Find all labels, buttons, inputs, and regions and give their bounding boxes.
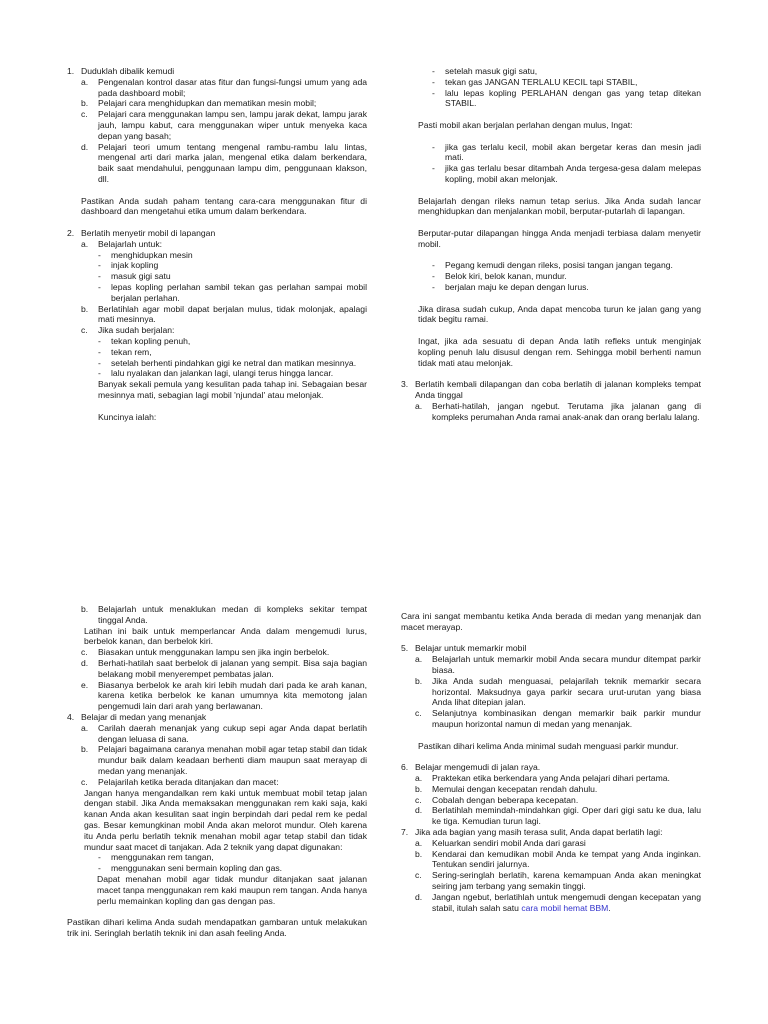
item-marker: - bbox=[98, 260, 101, 271]
item-marker: 3. bbox=[401, 379, 409, 390]
item-text: tekan rem, bbox=[111, 346, 152, 357]
item-marker: d. bbox=[415, 891, 423, 902]
item-text: tekan gas JANGAN TERLALU KECIL tapi STABIL, bbox=[445, 76, 638, 87]
lettered-item bbox=[81, 777, 367, 788]
spacer bbox=[67, 401, 367, 412]
item-marker: - bbox=[98, 249, 101, 260]
item-marker: 4. bbox=[67, 711, 75, 722]
item-marker: a. bbox=[415, 772, 423, 783]
spacer bbox=[401, 109, 701, 120]
item-text: Jika ada bagian yang masih terasa sulit, Anda dapat berlatih lagi: bbox=[415, 826, 663, 837]
lettered-item bbox=[81, 647, 367, 658]
item-text: Belajar untuk memarkir mobil bbox=[415, 643, 527, 654]
numbered-item bbox=[401, 827, 701, 838]
item-text: Berlatihlah agar mobil dapat berjalan mulus, tidak molonjak, apalagi mati mesinnya. bbox=[98, 303, 367, 325]
item-marker: a. bbox=[415, 400, 423, 411]
item-marker: b. bbox=[415, 783, 423, 794]
item-marker: b. bbox=[81, 98, 89, 109]
item-text: tekan kopling penuh, bbox=[111, 335, 191, 346]
lettered-item bbox=[81, 680, 367, 712]
lettered-item bbox=[415, 654, 701, 676]
paragraph: Cara ini sangat membantu ketika Anda berada di medan yang menanjak dan macet merayap. bbox=[401, 611, 701, 632]
item-text: Berlatih kembali dilapangan dan coba berlatih di jalanan kompleks tempat Anda tinggal bbox=[415, 379, 701, 400]
item-text: masuk gigi satu bbox=[111, 271, 171, 282]
item-text: berjalan maju ke depan dengan lurus. bbox=[445, 281, 589, 292]
item-marker: 7. bbox=[401, 826, 409, 837]
bullet-item bbox=[432, 163, 701, 185]
item-marker: - bbox=[432, 141, 435, 152]
item-text: Carilah daerah menanjak yang cukup sepi agar Anda dapat berlatih dengan leluasa di sana. bbox=[98, 722, 367, 744]
item-marker: - bbox=[98, 368, 101, 379]
bullet-item bbox=[98, 368, 367, 379]
lettered-item bbox=[81, 239, 367, 250]
item-marker: a. bbox=[415, 654, 423, 665]
item-marker: - bbox=[98, 335, 101, 346]
item-marker: - bbox=[432, 281, 435, 292]
item-marker: - bbox=[432, 271, 435, 282]
spacer bbox=[67, 185, 367, 196]
paragraph: Pastikan dihari kelima Anda sudah mendapatkan gambaran untuk melakukan trik ini. Seringlah berlatih teknik ini dan asah feeling Anda. bbox=[67, 917, 367, 938]
bullet-item bbox=[98, 271, 367, 282]
paragraph: Dapat menahan mobil agar tidak mundur ditanjakan saat jalanan macet tanpa menggunakan rem kaki maupun rem tangan. Anda hanya perlu memainkan kopling dan gas dengan pas. bbox=[97, 873, 367, 906]
lettered-item bbox=[81, 77, 367, 99]
item-marker: e. bbox=[81, 679, 89, 690]
item-marker: - bbox=[98, 863, 101, 874]
item-marker: d. bbox=[415, 805, 423, 816]
bullet-item bbox=[98, 852, 367, 863]
item-text: Biasanya berbelok ke arah kiri lebih mudah dari pada ke arah kanan, karena ketika berbelok ke kanan umumnya kita memotong jalan pengemudi lain dari arah yang berlawanan. bbox=[98, 679, 367, 712]
item-marker: b. bbox=[81, 604, 89, 614]
item-marker: a. bbox=[81, 722, 89, 733]
bullet-item bbox=[98, 863, 367, 874]
item-marker: a. bbox=[415, 837, 423, 848]
item-marker: - bbox=[98, 852, 101, 863]
item-text: Praktekan etika berkendara yang Anda pelajari dihari pertama. bbox=[432, 772, 670, 783]
bullet-item bbox=[432, 260, 701, 271]
item-text: Memulai dengan kecepatan rendah dahulu. bbox=[432, 783, 598, 794]
bullet-item bbox=[432, 282, 701, 293]
item-text: Jika Anda sudah menguasai, pelajarilah teknik memarkir secara horizontal. Maksudnya gaya parkir secara urut-urutan yang biasa Anda lihat ditepian jalan. bbox=[432, 675, 701, 708]
item-text: Belajar mengemudi di jalan raya. bbox=[415, 762, 541, 773]
item-text: Berlatihlah memindah-mindahkan gigi. Oper dari gigi satu ke dua, lalu ke tiga. Kemudian turun lagi. bbox=[432, 805, 701, 827]
lettered-item bbox=[415, 784, 701, 795]
item-text: Belajarlah untuk: bbox=[98, 238, 163, 249]
bullet-item bbox=[98, 282, 367, 304]
item-marker: c. bbox=[81, 776, 88, 787]
item-marker: a. bbox=[81, 238, 89, 249]
item-text: Berhati-hatilah, jangan ngebut. Terutama jika jalanan gang di kompleks perumahan Anda ramai anak-anak dan orang berlalu lalang. bbox=[432, 400, 701, 422]
bullet-item bbox=[432, 271, 701, 282]
item-text: menghidupkan mesin bbox=[111, 249, 193, 260]
item-marker: c. bbox=[81, 325, 88, 336]
item-marker: - bbox=[432, 87, 435, 98]
item-marker: - bbox=[98, 346, 101, 357]
item-text: Biasakan untuk menggunakan lampu sen jika ingin berbelok. bbox=[98, 647, 330, 658]
lettered-item bbox=[415, 773, 701, 784]
spacer bbox=[67, 906, 367, 917]
bullet-item bbox=[432, 142, 701, 164]
numbered-item bbox=[67, 228, 367, 239]
item-marker: 6. bbox=[401, 762, 409, 773]
item-marker: a. bbox=[81, 76, 89, 87]
spacer bbox=[401, 368, 701, 379]
item-text: Cobalah dengan beberapa kecepatan. bbox=[432, 794, 579, 805]
paragraph: Kuncinya ialah: bbox=[98, 411, 157, 422]
paragraph: Ingat, jika ada sesuatu di depan Anda latih refleks untuk menginjak kopling penuh lalu disusul dengan rem. Sehingga mobil berhenti namun tidak mati atau melonjak. bbox=[418, 335, 701, 368]
bullet-item bbox=[98, 358, 367, 369]
item-text: jika gas terlalu kecil, mobil akan bergetar keras dan mesin jadi mati. bbox=[445, 141, 701, 163]
item-text: Belajar di medan yang menanjak bbox=[81, 711, 207, 722]
bullet-item bbox=[432, 88, 701, 110]
item-text: injak kopling bbox=[111, 260, 159, 271]
item-text: setelah berhenti pindahkan gigi ke netral dan matikan mesinnya. bbox=[111, 357, 357, 368]
numbered-item bbox=[401, 643, 701, 654]
item-text: lalu lepas kopling PERLAHAN dengan gas yang tetap ditekan STABIL. bbox=[445, 87, 701, 109]
item-text: Selanjutnya kombinasikan dengan memarkir baik parkir mundur maupun horizontal namun di medan yang menanjak. bbox=[432, 708, 701, 729]
item-marker: - bbox=[98, 357, 101, 368]
paragraph: Pasti mobil akan berjalan perlahan dengan mulus, Ingat: bbox=[418, 119, 633, 130]
quadrant-bottom-left bbox=[67, 604, 367, 939]
item-marker: c. bbox=[415, 870, 422, 881]
lettered-item bbox=[415, 708, 701, 730]
item-marker: d. bbox=[81, 141, 89, 152]
bullet-item bbox=[98, 260, 367, 271]
item-text: Pelajari cara menggunakan lampu sen, lampu jarak dekat, lampu jarak jauh, lampu kabut, cara menggunakan wiper untuk menyeka kaca depan yang basah; bbox=[98, 109, 367, 141]
lettered-item bbox=[81, 744, 367, 776]
lettered-item bbox=[81, 604, 367, 626]
bullet-item bbox=[98, 336, 367, 347]
lettered-item bbox=[81, 304, 367, 326]
paragraph: Banyak sekali pemula yang kesulitan pada tahap ini. Sebagaian besar mesinnya mati, sebagian lagi mobil 'njundal' atau melonjak. bbox=[98, 379, 367, 400]
item-marker: - bbox=[98, 281, 101, 292]
item-text: lepas kopling perlahan sambil tekan gas perlahan sampai mobil berjalan perlahan. bbox=[111, 281, 367, 303]
item-text: Pegang kemudi dengan rileks, posisi tangan jangan tegang. bbox=[445, 260, 673, 271]
numbered-item bbox=[401, 762, 701, 773]
item-text: Berhati-hatilah saat berbelok di jalanan yang sempit. Bisa saja bagian belakang mobil menyerempet pembatas jalan. bbox=[98, 657, 367, 679]
item-marker: b. bbox=[415, 848, 423, 859]
lettered-item bbox=[81, 723, 367, 745]
item-marker: - bbox=[432, 163, 435, 174]
item-text: menggunakan rem tangan, bbox=[111, 852, 214, 863]
item-marker: 1. bbox=[67, 66, 75, 76]
item-marker: c. bbox=[415, 708, 422, 719]
spacer bbox=[401, 131, 701, 142]
quadrant-top-left bbox=[67, 66, 367, 422]
paragraph: Jika dirasa sudah cukup, Anda dapat mencoba turun ke jalan gang yang tidak begitu ramai. bbox=[418, 303, 701, 325]
item-marker: b. bbox=[81, 303, 89, 314]
spacer bbox=[401, 633, 701, 644]
item-text: Kendarai dan kemudikan mobil Anda ke tempat yang Anda inginkan. Tentukan sendiri jalurnya. bbox=[432, 848, 701, 870]
numbered-item bbox=[67, 66, 367, 77]
lettered-item bbox=[81, 109, 367, 141]
quadrant-bottom-right bbox=[401, 611, 701, 913]
paragraph: Pastikan Anda sudah paham tentang cara-cara menggunakan fitur di dashboard dan mengetahui etika umum dalam berkendara. bbox=[81, 195, 367, 217]
lettered-item bbox=[81, 142, 367, 185]
paragraph: Berputar-putar dilapangan hingga Anda menjadi terbiasa dalam menyetir mobil. bbox=[418, 227, 701, 249]
item-text: Sering-seringlah berlatih, karena kemampuan Anda akan meningkat seiring jam terbang yang semakin tinggi. bbox=[432, 870, 701, 891]
spacer bbox=[401, 293, 701, 304]
spacer bbox=[401, 185, 701, 196]
lettered-item bbox=[415, 401, 701, 423]
item-marker: b. bbox=[81, 744, 89, 755]
item-text: lalu nyalakan dan jalankan lagi, ulangi terus hingga lancar. bbox=[111, 368, 334, 379]
bullet-item bbox=[98, 250, 367, 261]
item-text: Pengenalan kontrol dasar atas fitur dan fungsi-fungsi umum yang ada pada dashboard mobil; bbox=[98, 76, 367, 98]
item-text: menggunakan seni bermain kopling dan gas. bbox=[111, 863, 283, 874]
bullet-item bbox=[98, 347, 367, 358]
item-text: Pelajari cara menghidupkan dan mematikan mesin mobil; bbox=[98, 98, 317, 109]
lettered-item bbox=[81, 658, 367, 680]
paragraph: Pastikan dihari kelima Anda minimal sudah menguasi parkir mundur. bbox=[418, 740, 679, 751]
spacer bbox=[401, 751, 701, 762]
quadrant-top-right bbox=[401, 66, 701, 422]
item-marker: c. bbox=[415, 794, 422, 805]
item-text: Berlatih menyetir mobil di lapangan bbox=[81, 227, 216, 238]
item-text: Jika sudah berjalan: bbox=[98, 325, 175, 336]
item-text: Belajarlah untuk memarkir mobil Anda secara mundur ditempat parkir biasa. bbox=[432, 654, 701, 675]
lettered-item bbox=[415, 676, 701, 708]
item-text: jika gas terlalu besar ditambah Anda tergesa-gesa dalam melepas kopling, mobil akan melonjak. bbox=[445, 163, 701, 184]
item-marker: 5. bbox=[401, 643, 409, 654]
item-marker: - bbox=[98, 271, 101, 282]
spacer bbox=[67, 217, 367, 228]
item-marker: - bbox=[432, 260, 435, 271]
item-text: Duduklah dibalik kemudi bbox=[81, 66, 175, 76]
numbered-item bbox=[67, 712, 367, 723]
item-marker: 2. bbox=[67, 227, 75, 238]
spacer bbox=[401, 325, 701, 336]
item-text: Belajarlah untuk menaklukan medan di kompleks sekitar tempat tinggal Anda. bbox=[98, 604, 367, 625]
paragraph: Belajarlah dengan rileks namun tetap serius. Jika Anda sudah lancar menghidupkan dan menjalankan mobil, berputar-putarlah di lapangan. bbox=[418, 195, 701, 217]
paragraph: Jangan hanya mengandalkan rem kaki untuk membuat mobil tetap jalan dengan stabil. Jika Anda memaksakan menggunakan rem kaki saja, kaki kanan Anda akan kesulitan saat ingin berpindah dari pedal rem ke pedal gas. Besar kemungkinan mobil Anda akan melorot mundur. Oleh karena itu Anda perlu berlatih teknik menahan mobil agar tetap stabil dan tidak mundur saat macet di tanjakan. Ada 2 teknik yang dapat digunakan: bbox=[84, 787, 367, 852]
lettered-item bbox=[415, 849, 701, 871]
item-text: Jangan ngebut, berlatihlah untuk mengemudi dengan kecepatan yang stabil, itulah salah satu cara mobil hemat BBM. bbox=[432, 891, 701, 913]
item-text: Belok kiri, belok kanan, mundur. bbox=[445, 271, 567, 282]
paragraph: Latihan ini baik untuk memperlancar Anda dalam mengemudi lurus, berbelok kanan, dan berbelok kiri. bbox=[84, 625, 367, 647]
hemat-bbm-link[interactable]: cara mobil hemat BBM bbox=[521, 902, 609, 913]
item-marker: b. bbox=[415, 675, 423, 686]
lettered-item bbox=[415, 892, 701, 914]
item-marker: - bbox=[432, 66, 435, 76]
item-text: Pelajari teori umum tentang mengenal rambu-rambu lalu lintas, mengenal arti dari marka jalan, mengenal etika dalam berkendara, baik saat mendahului, penggunaan lampu dim, penggunaan klakson, dll. bbox=[98, 141, 367, 184]
item-text: Pelajari bagaimana caranya menahan mobil agar tetap stabil dan tidak mundur baik dalam keadaan berhenti diam maupun saat merayap di medan yang menanjak. bbox=[98, 744, 367, 776]
bullet-item bbox=[432, 66, 701, 77]
lettered-item bbox=[415, 795, 701, 806]
item-marker: c. bbox=[81, 109, 88, 120]
spacer bbox=[401, 217, 701, 228]
item-text: Keluarkan sendiri mobil Anda dari garasi bbox=[432, 837, 586, 848]
lettered-item bbox=[81, 98, 367, 109]
item-marker: - bbox=[432, 76, 435, 87]
numbered-item bbox=[401, 379, 701, 401]
lettered-item bbox=[415, 805, 701, 827]
item-text: setelah masuk gigi satu, bbox=[445, 66, 538, 76]
item-marker: d. bbox=[81, 657, 89, 668]
bullet-item bbox=[432, 77, 701, 88]
spacer bbox=[401, 250, 701, 261]
lettered-item bbox=[415, 838, 701, 849]
item-text: Pelajarilah ketika berada ditanjakan dan macet: bbox=[98, 776, 279, 787]
lettered-item bbox=[81, 325, 367, 336]
lettered-item bbox=[415, 870, 701, 892]
item-marker: c. bbox=[81, 647, 88, 658]
spacer bbox=[401, 730, 701, 741]
